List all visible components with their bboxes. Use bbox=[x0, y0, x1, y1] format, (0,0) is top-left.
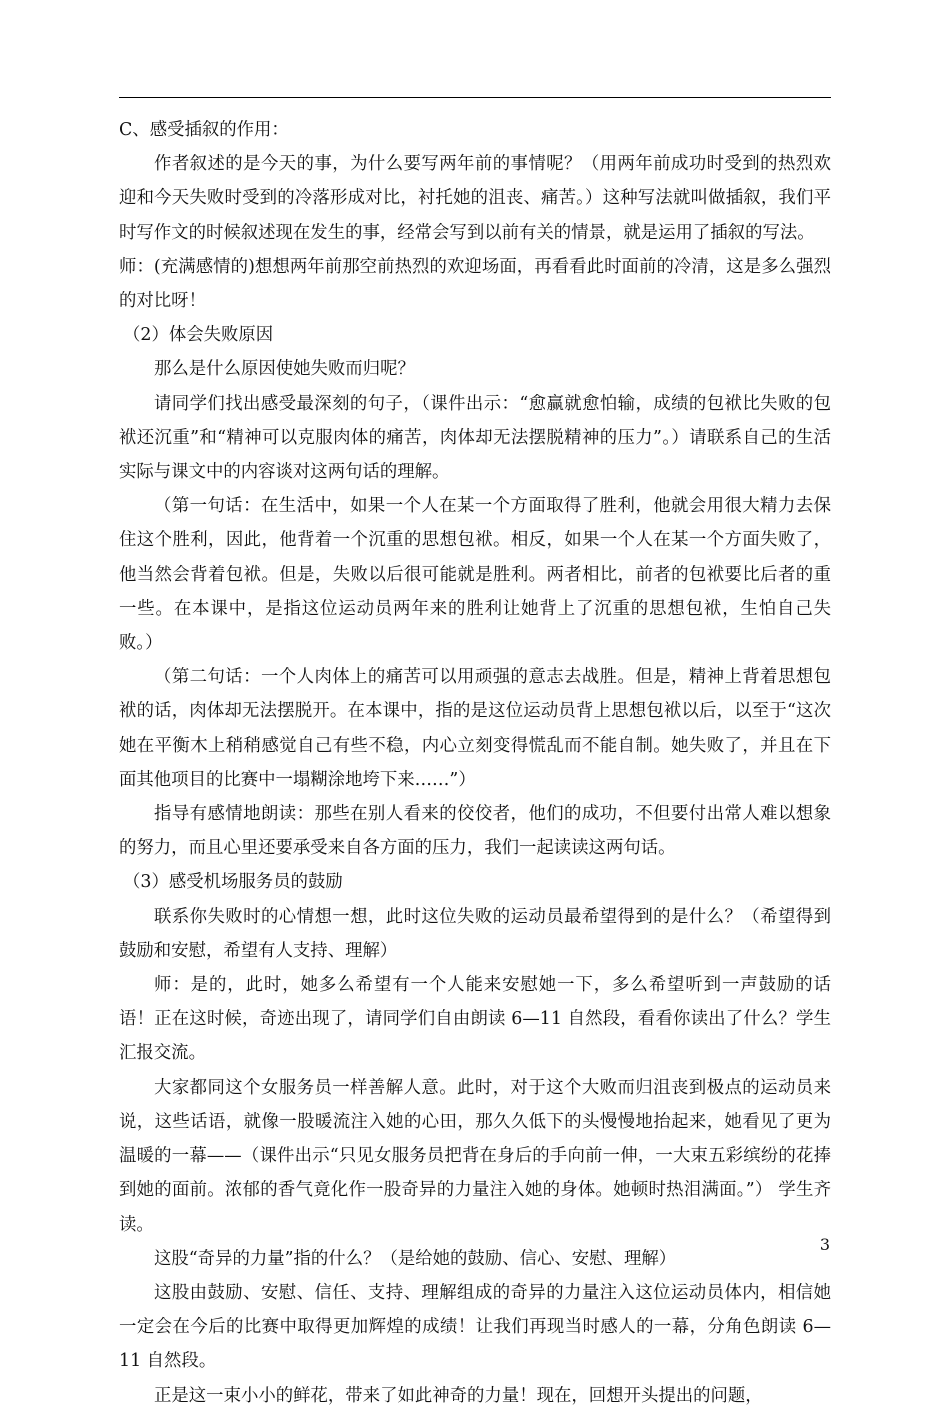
document-body bbox=[119, 113, 831, 1413]
paragraph-warm-scene: 大家都同这个女服务员一样善解人意。此时，对于这个大败而归沮丧到极点的运动员来说，这些话语，就像一股暖流注入她的心田，那久久低下的头慢慢地抬起来，她看见了更为温暖的一幕——（课件出示“只见女服务员把背在身后的手向前一伸，一大束五彩缤纷的花捧到她的面前。浓郁的香气竟化作一股奇异的力量注入她的身体。她顿时热泪满面。”） 学生齐读。 bbox=[119, 1077, 831, 1235]
page-number: 3 bbox=[819, 1235, 830, 1254]
paragraph-guided-reading: 指导有感情地朗读：那些在别人看来的佼佼者，他们的成功，不但要付出常人难以想象的努力，而且心里还要承受来自各方面的压力，我们一起读读这两句话。 bbox=[119, 804, 831, 859]
header-rule bbox=[119, 97, 831, 98]
paragraph-role-reading: 这股由鼓励、安慰、信任、支持、理解组成的奇异的力量注入这位运动员体内，相信她一定会在今后的比赛中取得更加辉煌的成绩！让我们再现当时感人的一幕，分角色朗读 6—11 自然段。 bbox=[119, 1282, 831, 1372]
section-heading-3: （3）感受机场服务员的鼓励 bbox=[123, 872, 343, 893]
paragraph-teacher-miracle: 师：是的，此时，她多么希望有一个人能来安慰她一下，多么希望听到一声鼓励的话语！正在这时候，奇迹出现了，请同学们自由朗读 6—11 自然段，看看你读出了什么？学生汇报交流。 bbox=[119, 975, 831, 1064]
paragraph-first-sentence: （第一句话：在生活中，如果一个人在某一个方面取得了胜利，他就会用很大精力去保住这个胜利，因此，他背着一个沉重的思想包袱。相反，如果一个人在某一个方面失败了，他当然会背着包袱。但是，失败以后很可能就是胜利。两者相比，前者的包袱要比后者的重一些。在本课中，是指这位运动员两年来的胜利让她背上了沉重的思想包袱，生怕自己失败。） bbox=[119, 496, 831, 654]
section-heading-c: C、感受插叙的作用： bbox=[119, 120, 289, 140]
paragraph-flashback: 作者叙述的是今天的事，为什么要写两年前的事情呢？（用两年前成功时受到的热烈欢迎和今天失败时受到的冷落形成对比，衬托她的沮丧、痛苦。）这种写法就叫做插叙，我们平时写作文的时候叙述现在发生的事，经常会写到以前有关的情景，就是运用了插叙的写法。 bbox=[119, 154, 831, 243]
paragraph-flowers: 正是这一束小小的鲜花，带来了如此神奇的力量！现在，回想开头提出的问题， bbox=[154, 1385, 763, 1406]
paragraph-second-sentence: （第二句话：一个人肉体上的痛苦可以用顽强的意志去战胜。但是，精神上背着思想包袱的话，肉体却无法摆脱开。在本课中，指的是这位运动员背上思想包袱以后，以至于“这次她在平衡木上稍稍感觉自己有些不稳，内心立刻变得慌乱而不能自制。她失败了，并且在下面其他项目的比赛中一塌糊涂地垮下来……”） bbox=[119, 667, 831, 790]
paragraph-find-sentences: 请同学们找出感受最深刻的句子，（课件出示：“愈赢就愈怕输，成绩的包袱比失败的包袱还沉重”和“精神可以克服肉体的痛苦，肉体却无法摆脱精神的压力”。）请联系自己的生活实际与课文中的内容谈对这两句话的理解。 bbox=[119, 393, 831, 483]
paragraph-question-cause: 那么是什么原因使她失败而归呢？ bbox=[154, 359, 415, 380]
section-heading-2: （2）体会失败原因 bbox=[123, 325, 274, 346]
paragraph-teacher-contrast: 师：(充满感情的)想想两年前那空前热烈的欢迎场面，再看看此时面前的冷清，这是多么强烈的对比呀！ bbox=[119, 256, 831, 312]
paragraph-think-feelings: 联系你失败时的心情想一想，此时这位失败的运动员最希望得到的是什么？（希望得到鼓励和安慰，希望有人支持、理解） bbox=[119, 906, 831, 961]
paragraph-strange-power: 这股“奇异的力量”指的什么？（是给她的鼓励、信心、安慰、理解） bbox=[154, 1248, 677, 1269]
